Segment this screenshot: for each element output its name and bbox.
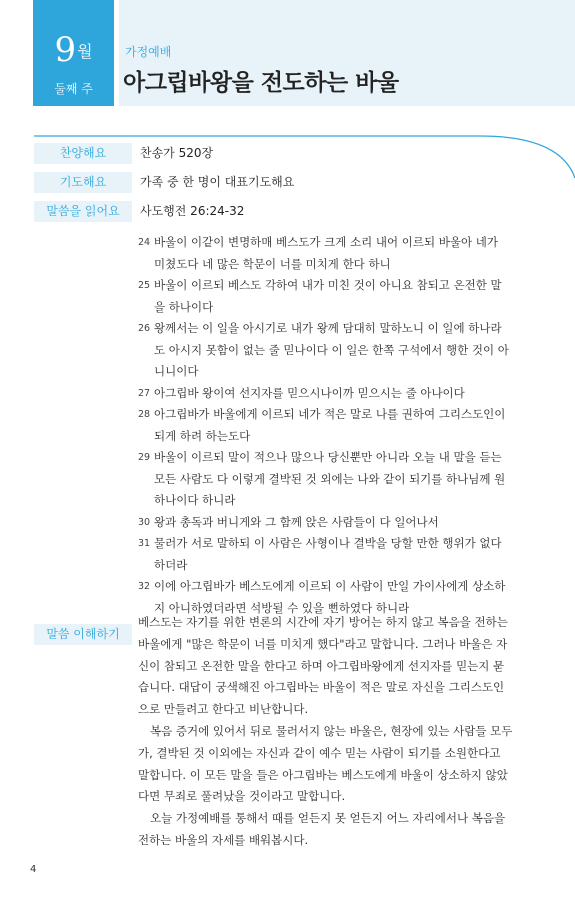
verse-text: 바울이 이같이 변명하매 베스도가 크게 소리 내어 이르되 바울아 네가 미쳤도다 네 많은 학문이 너를 미치게 한다 하니 xyxy=(154,235,498,271)
verse xyxy=(138,533,510,576)
verse-number: 30 xyxy=(138,516,151,528)
reading-label: 말씀을 읽어요 xyxy=(34,201,132,222)
week-month-suffix: 월 xyxy=(77,42,93,61)
verse-text: 왕과 총독과 버니게와 그 함께 앉은 사람들이 다 일어나서 xyxy=(154,514,439,529)
verse-number: 28 xyxy=(138,409,151,420)
verse-number: 24 xyxy=(138,237,151,248)
verse-number: 32 xyxy=(138,581,151,592)
verse-number: 29 xyxy=(138,452,151,463)
verse-text: 아그립바가 바울에게 이르되 네가 적은 말로 나를 권하여 그리스도인이 되게 하려 하는도다 xyxy=(154,407,506,443)
verse-number: 31 xyxy=(138,538,151,549)
verse xyxy=(138,447,510,512)
category-label: 가정예배 xyxy=(125,45,172,59)
verse xyxy=(138,512,510,534)
reading-value: 사도행전 26:24-32 xyxy=(140,204,245,218)
verse xyxy=(138,383,510,405)
verse-number: 27 xyxy=(138,387,151,399)
commentary-text xyxy=(138,612,514,852)
commentary-paragraph: 복음 증거에 있어서 뒤로 물러서지 않는 바울은, 현장에 있는 사람들 모두가, 결박된 것 이외에는 자신과 같이 예수 믿는 사람이 되기를 소원한다고 말합니다. 이 모든 말을 들은 아그립바는 베스도에게 바울이 상소하지 않았다면 무죄로 풀려났을 것이라고 말합니다. xyxy=(138,723,513,804)
week-label: 둘째 주 xyxy=(54,82,93,96)
verse xyxy=(138,275,510,318)
commentary-paragraph: 베스도는 자기를 위한 변론의 시간에 자기 방어는 하지 않고 복음을 전하는 바울에게 "많은 학문이 너를 미치게 했다"라고 말합니다. 그러나 바울은 자신이 참되고 온전한 말을 한다고 하며 아그립바왕에게 선지자를 믿는지 묻습니다. 대답이 궁색해진 아그립바는 바울이 적은 말로 자신을 그리스도인으로 만들려고 한다고 비난합니다. xyxy=(138,615,508,717)
verse xyxy=(138,318,510,383)
week-number-digit: 9 xyxy=(54,30,77,70)
week-badge xyxy=(33,0,114,106)
praise-label: 찬양해요 xyxy=(34,143,132,164)
verse-text: 바울이 이르되 말이 적으나 많으나 당신뿐만 아니라 오늘 내 말을 듣는 모든 사람도 다 이렇게 결박된 것 외에는 나와 같이 되기를 하나님께 원하나이다 하니라 xyxy=(154,450,506,507)
verse-text: 바울이 이르되 베스도 각하여 내가 미친 것이 아니요 참되고 온전한 말을 하나이다 xyxy=(154,278,502,314)
scripture-passage xyxy=(138,232,510,619)
verse xyxy=(138,404,510,447)
prayer-label: 기도해요 xyxy=(34,172,132,193)
commentary-paragraph: 오늘 가정예배를 통해서 때를 얻든지 못 얻든지 어느 자리에서나 복음을 전하는 바울의 자세를 배워봅시다. xyxy=(138,811,506,847)
verse-number: 26 xyxy=(138,323,151,334)
praise-value: 찬송가 520장 xyxy=(140,146,214,160)
verse-text: 물러가 서로 말하되 이 사람은 사형이나 결박을 당할 만한 행위가 없다 하더라 xyxy=(154,536,502,572)
week-number xyxy=(33,30,114,72)
verse xyxy=(138,232,510,275)
verse-text: 이에 아그립바가 베스도에게 이르되 이 사람이 만일 가이사에게 상소하지 아니하였더라면 석방될 수 있을 뻔하였다 하니라 xyxy=(154,579,506,615)
page-title: 아그립바왕을 전도하는 바울 xyxy=(123,70,399,96)
verse-text: 왕께서는 이 일을 아시기로 내가 왕께 담대히 말하노니 이 일에 하나라도 아시지 못함이 없는 줄 믿나이다 이 일은 한쪽 구석에서 행한 것이 아니니이다 xyxy=(154,321,509,378)
title-banner xyxy=(119,0,575,106)
verse-number: 25 xyxy=(138,280,151,291)
page-number: 4 xyxy=(30,864,37,875)
verse-text: 아그립바 왕이여 선지자를 믿으시나이까 믿으시는 줄 아나이다 xyxy=(154,385,465,400)
understanding-label: 말씀 이해하기 xyxy=(34,624,132,645)
prayer-value: 가족 중 한 명이 대표기도해요 xyxy=(140,175,295,189)
